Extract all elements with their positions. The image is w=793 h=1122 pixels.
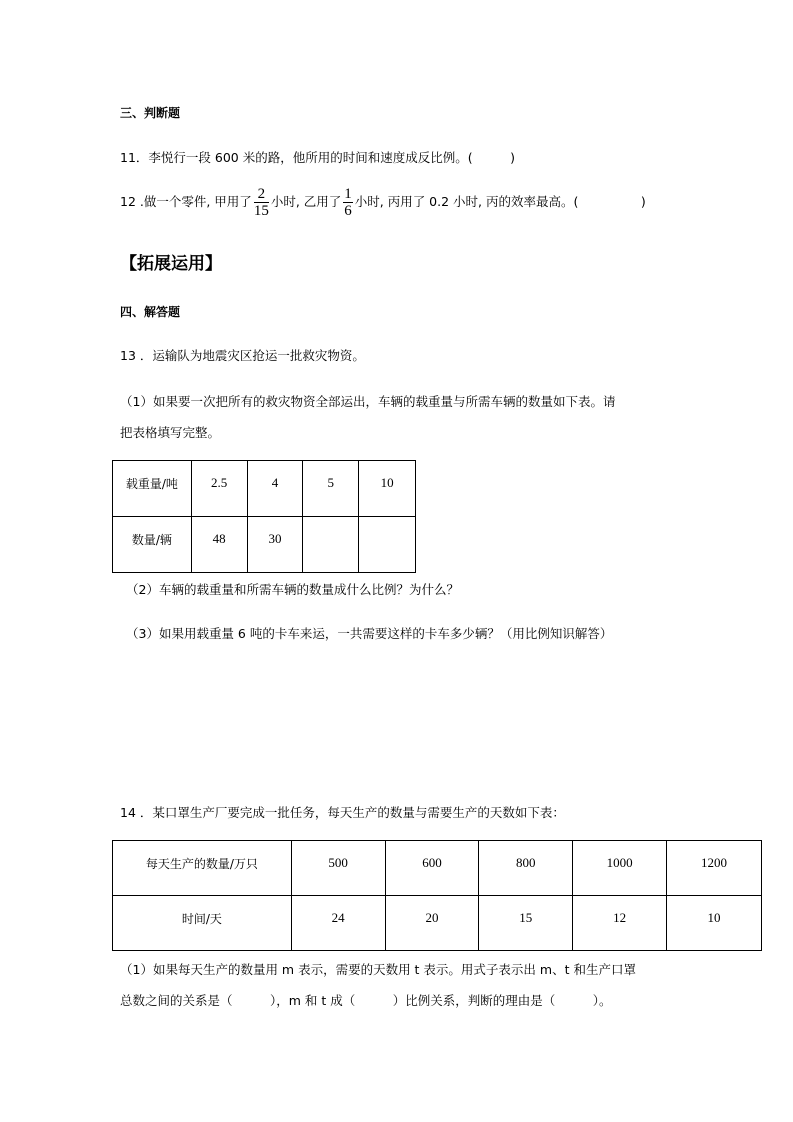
table-row [113, 841, 762, 896]
row-header: 每天生产的数量/万只 [113, 841, 292, 896]
fraction-numerator: 1 [344, 186, 352, 202]
question-14-sub1-line1: （1）如果每天生产的数量用 m 表示，需要的天数用 t 表示。用式子表示出 m、t 和生产口罩 [120, 962, 636, 977]
fraction-numerator: 2 [254, 186, 269, 203]
question-13-stem: 13 ．运输队为地震灾区抢运一批救灾物资。 [120, 348, 365, 363]
question-13-sub1-line1: （1）如果要一次把所有的救灾物资全部运出，车辆的载重量与所需车辆的数量如下表。请 [120, 394, 616, 409]
table-cell: 600 [385, 841, 479, 896]
table-cell: 500 [291, 841, 385, 896]
table-row [113, 896, 762, 951]
fraction-denominator: 6 [344, 203, 352, 219]
fraction-2-15 [254, 186, 269, 219]
question-14-stem: 14 ．某口罩生产厂要完成一批任务，每天生产的数量与需要生产的天数如下表： [120, 805, 565, 820]
question-13-sub1-line2: 把表格填写完整。 [120, 425, 221, 440]
question-12-text-2: 小时, 乙用了 [270, 194, 342, 209]
table-cell: 5 [303, 461, 359, 517]
question-11-number: 11 [120, 150, 136, 165]
table-cell: 800 [479, 841, 573, 896]
question-11 [120, 148, 515, 166]
table-cell: 4 [247, 461, 303, 517]
table-mask-production [112, 840, 762, 951]
question-12 [120, 186, 646, 219]
table-cell: 48 [191, 517, 247, 573]
table-row [113, 461, 416, 517]
table-cell: 20 [385, 896, 479, 951]
table-cell: 24 [291, 896, 385, 951]
section-title-expand: 【拓展运用】 [120, 254, 222, 274]
fraction-denominator: 15 [253, 203, 269, 219]
question-12-number: 12 [120, 194, 136, 209]
table-cell: 15 [479, 896, 573, 951]
table-cell: 10 [359, 461, 416, 517]
section-title-judge: 三、判断题 [120, 106, 181, 120]
table-cell: 30 [247, 517, 303, 573]
section-title-answer: 四、解答题 [120, 305, 181, 319]
table-cell: 10 [667, 896, 762, 951]
table-row [113, 517, 416, 573]
table-cell: 1200 [667, 841, 762, 896]
row-header: 时间/天 [113, 896, 292, 951]
question-13-sub3: （3）如果用载重量 6 吨的卡车来运，一共需要这样的卡车多少辆？（用比例知识解答） [126, 626, 613, 641]
table-cell-blank[interactable] [303, 517, 359, 573]
question-12-text-1: .做一个零件, 甲用了 [135, 194, 252, 209]
table-cell: 1000 [573, 841, 667, 896]
fraction-1-6 [343, 186, 353, 219]
question-14-sub1-line2: 总数之间的关系是（ ），m 和 t 成（ ）比例关系，判断的理由是（ ）。 [120, 993, 612, 1008]
table-cell-blank[interactable] [359, 517, 416, 573]
question-11-text: ．李悦行一段 600 米的路，他所用的时间和速度成反比例。( ) [135, 150, 515, 165]
table-cell: 12 [573, 896, 667, 951]
table-cell: 2.5 [191, 461, 247, 517]
row-header: 载重量/吨 [113, 461, 192, 517]
question-13-sub2: （2）车辆的载重量和所需车辆的数量成什么比例？为什么？ [126, 582, 459, 597]
table-load-capacity [112, 460, 416, 573]
row-header: 数量/辆 [113, 517, 192, 573]
question-12-text-3: 小时, 丙用了 0.2 小时, 丙的效率最高。( ) [354, 194, 646, 209]
